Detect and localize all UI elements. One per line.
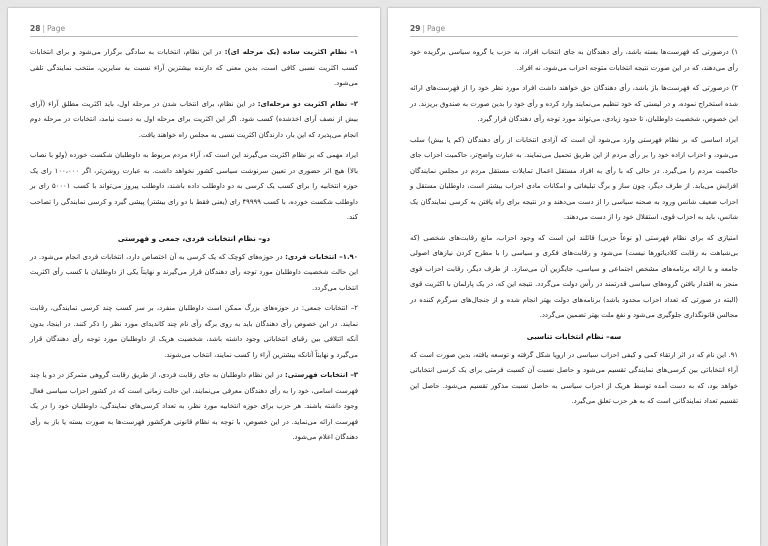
- paragraph-lead: ۱.۹۰– انتخابات فردی:: [285, 252, 358, 261]
- paragraph-text: امتیازی که برای نظام فهرستی (و نوعاً حزبی) قائلند این است که وجود احزاب، مانع رقابت‌های شخصی (که بی‌شباهت به رقابت کلادیاتورها نیست) می‌شود و رقابت‌های فکری و سیاسی را با مطرح کردن نیازهای اصولی جامعه و با ارائه برنامه‌های مشخص اجتماعی و سیاسی، جایگزین آن می‌سازد. از طرف دیگر، رقابت احزاب قوی منجر به اقتدار یافتن گروه‌های سیاسی قدرتمند در رأس دولت می‌گردد. نتیجه این که، در یک پارلمان با اکثریت قوی (البته در صورتی که تعداد احزاب محدود باشد) برنامه‌های دولت بهتر انجام شده و از جنجال‌های سرگرم کننده در مجالس قانونگذاری جلوگیری می‌شود و نفع ملت بهتر تضمین می‌گردد.: [410, 233, 738, 319]
- page-label: Page: [426, 24, 446, 33]
- paragraph: [410, 231, 738, 324]
- paragraph-text: در این نظام داوطلبان به جای رقابت فردی، از طریق رقابت گروهی متمرکز در دو یا چند فهرست اسامی، خود را به رأی دهندگان معرفی می‌نمایند. این حالت زمانی است که در کشور احزاب سیاسی فعال وجود داشته باشند. هر حزب برای حوزه انتخابیه مورد نظر، به تعداد کرسی‌های نمایندگی، داوطلبان خود را در یک فهرست ارائه می‌نماید. در این خصوص، با توجه به نظام قانونی هرکشور فهرست‌ها به صورت بسته یا باز به رأی دهندگان اعلام می‌شود.: [30, 371, 358, 441]
- page-header: [410, 24, 738, 37]
- paragraph-text: ۹۱. این نام که در اثر ارتقاء کمی و کیفی احزاب سیاسی در اروپا شکل گرفته و توسعه یافته، بدین صورت است که آراء انتخاباتی بین کرسی‌های نمایندگی تقسیم می‌شود و حاصل نسبت آن کسبت فرمتی برای یک کرسی انتخاباتی خواهد بود، که به دست آمده توسط هریک از احزاب سیاسی به حاصل نسبت مذکور تقسیم می‌شود. حاصل این تقسیم تعداد نمایندگانی است که به هر حزب تعلق می‌گیرد.: [410, 350, 738, 405]
- paragraph: [30, 368, 358, 446]
- paragraph: [30, 250, 358, 297]
- paragraph-text: ۱) درصورتی که فهرست‌ها بسته باشد، رأی دهندگان به جای انتخاب افراد، به حزب یا گروه سیاسی برگزیده خود رأی می‌دهند، که در این صورت نتیجه انتخابات متوجه احزاب می‌شود، نه افراد.: [410, 48, 738, 72]
- paragraph-text: در این نظام، برای انتخاب شدن در مرحله اول، باید اکثریت مطلق آراء (آرای بیش از نصف آرای اخذشده) کسب شود. اگر این اکثریت برای مرحله اول به دست نیامد، انتخابات در مرحله دوم انجام می‌پذیرد که این بار، دارندگان اکثریت نسبی به مجلس راه خواهند یافت.: [30, 99, 358, 139]
- paragraph: [410, 81, 738, 128]
- page-number: 29: [410, 24, 421, 33]
- page-header: [30, 24, 358, 37]
- page-label: Page: [46, 24, 66, 33]
- paragraph: [30, 301, 358, 363]
- paragraph-text: ایراد اساسی که بر نظام فهرستی وارد می‌شود آن است که آزادی انتخابات از رأی دهندگان (کم یا بیش) سلب می‌شود، و احزاب اراده خود را بر رأی مردم از این طریق تحمیل می‌نمایند. به عبارت واضح‌تر، حاکمیت احزاب جای حاکمیت مردم را می‌گیرد. در حالی که با رأی به افراد مستقل اعمال تمایلات مستقل مردم در مجلس نمایندگان افزایش می‌یابد. از طرف دیگر، چون ساز و برگ تبلیغاتی و امکانات مادی احزاب بیشتر است، داوطلبان مستقل و احزاب ضعیف شانس ورود به صحنه سیاسی را از دست می‌دهند و در نتیجه برای راه یافتن به کرسی نمایندگان یک شانس، باید به احزاب قوی، استقلال خود را از دست می‌دهند.: [410, 135, 738, 221]
- header-separator: |: [422, 24, 425, 33]
- paragraph: [30, 45, 358, 92]
- paragraph-lead: ۳– انتخابات فهرستی:: [285, 371, 358, 379]
- paragraph: [30, 97, 358, 144]
- header-separator: |: [42, 24, 45, 33]
- section-heading: دو– نظام انتخابات فردی، جمعی و فهرستی: [117, 233, 271, 243]
- paragraph-lead: ۱– نظام اکثریت ساده (یک مرحله ای):: [224, 48, 359, 56]
- paragraph-text: در این نظام، انتخابات به سادگی برگزار می‌شود و برای انتخابات کسب اکثریت نسبی کافی است، بدین معنی که دارنده بیشترین آراء نسبت به سایرین، منتخب نمایندگی تلقی می‌شود.: [30, 48, 358, 87]
- paragraph-text: ایراد مهمی که بر نظام اکثریت می‌گیرند این است که، آراء مردم مربوط به داوطلبان شکست خورده (ولو با نصاب بالا) هیچ اثر حضوری در تعیین سرنوشت سیاسی کشور نخواهد داشت. به عبارت روشن‌تر، اگر ۱۰۰،۰۰۰ رای یک حوزه انتخابیه را برای کسب یک کرسی به دو داوطلب داده باشند، داوطلب پیروز می‌تواند با کسب ۵۰۰۰۱ رای بر داوطلب شکست خورده، با کسب ۴۹۹۹۹ رای (یعنی فقط با دو رای بیشتر) پیشی گیرد و کرسی نمایندگی را تصاحب کند.: [30, 151, 359, 221]
- page-body: [30, 45, 358, 446]
- page-number: 28: [30, 24, 41, 33]
- paragraph-text: در حوزه‌های کوچک که یک کرسی به آن اختصاص دارد، انتخابات فردی انجام می‌شود. در این حالت شخصیت داوطلبان مورد توجه رأی دهندگان قرار می‌گیرند و نهایتاً یکی از داوطلبان با کسب رأی اکثریت انتخاب می‌گردد.: [30, 252, 358, 292]
- paragraph: [410, 133, 738, 226]
- paragraph-lead: ۲– نظام اکثریت دو مرحله‌ای:: [257, 99, 359, 108]
- page-28: [8, 8, 380, 546]
- paragraph: [410, 45, 738, 76]
- page-29: [388, 8, 760, 546]
- page-body: [410, 45, 738, 410]
- paragraph: [410, 348, 738, 410]
- paragraph-text: ۲– انتخابات جمعی: در حوزه‌های بزرگ ممکن است داوطلبان منفرد، بر سر کسب چند کرسی نمایندگی، رقابت نمایند. در این خصوص رأی دهندگان باید به روی برگه رأی نام چند کاندیدای مورد نظر را ذکر کنند. در اینجا، بدون آنکه ائتلافی بین رقبای انتخاباتی وجود داشته باشد، شخصیت هریک از داوطلبان مورد توجه رأی دهندگان قرار می‌گیرد و نهایتاً آنانکه بیشترین آراء را کسب نمایند، انتخاب می‌شوند.: [30, 304, 358, 359]
- paragraph-text: ۲) درصورتی که فهرست‌ها باز باشد، رأی دهندگان حق خواهند داشت افراد مورد نظر خود را از فهرست‌های ارائه شده استخراج نموده، و در لیستی که خود تنظیم می‌نمایند وارد کرده و رأی خود را بدین صورت به صندوق بریزند. در این خصوص، شخصیت داوطلبان، تا حدود زیادی، می‌تواند مورد توجه رأی دهندگان قرار گیرد.: [410, 84, 738, 123]
- paragraph: [30, 148, 358, 226]
- section-heading: سه– نظام انتخابات تناسبی: [526, 331, 622, 341]
